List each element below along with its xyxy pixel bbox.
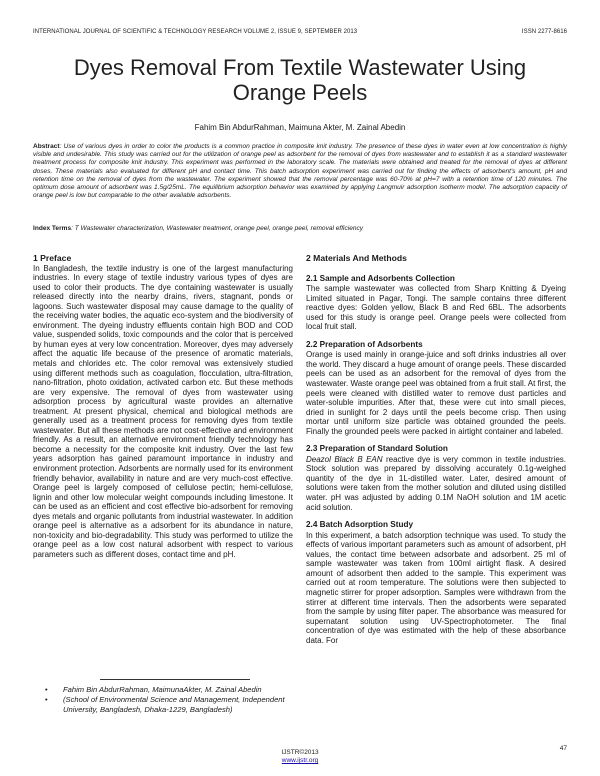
copyright-code: IJSTR©2013 (281, 749, 319, 756)
dye-name: Deazol Black B EAN (306, 454, 383, 464)
section-heading-preface: 1 Preface (33, 253, 72, 263)
right-column (306, 254, 566, 645)
footnote-item (45, 695, 285, 714)
index-terms (33, 225, 567, 233)
abstract-text: : Use of various dyes in order to color the products is a common practice in composite knit industry. The presence of these dyes in water even at low concentration is highly visible and undesirable. This study was carried out for the utilization of orange peel as adsorbent for the removal of dyes from wastewater and to establish it as a standard wastewater treatment process for composite knit industry. This experiment was performed in the laboratory scale. The materials were obtained and treated for the removal of dyes at different doses. These materials also evaluated for different pH and contact time. This batch adsorption experiment was carried out for finding the effects of adsorbent's amount, pH and retention time on the removal of dyes from the wastewater. The experiment showed that the removal percentage was 60-70% at pH=7 with a retention time of 120 minutes. The optimum dose amount of adsorbent was 1.5g/25mL. The equilibrium adsorption behavior was examined by applying Langmuir adsorption isotherm model. The adsorption capacity of orange peel is low but comparable to the other available adsorbents. (33, 143, 567, 200)
bullet-icon: • (45, 695, 48, 705)
page-number: 47 (559, 745, 567, 752)
footnote-text: Fahim Bin AbdurRahman, MaimunaAkter, M. Zainal Abedin (63, 685, 262, 694)
section-heading-materials: 2 Materials And Methods (306, 253, 407, 263)
subsection-heading-2-1: 2.1 Sample and Adsorbents Collection (306, 273, 455, 283)
subsection-text-2-3: reactive dye is very common in textile industries. Stock solution was prepared by dissolving accurately 0.1g-weighed quantity of the dye in 1L-distilled water. Later, desired amount of solutions were taken from the mother solution and diluted using distilled water. pH was adjusted by adding 0.1M NaOH solution and 1M acetic acid solution. (306, 454, 566, 512)
running-header (33, 29, 567, 35)
abstract-label: Abstract (33, 143, 60, 150)
page-footer (0, 749, 600, 765)
preface-paragraph: In Bangladesh, the textile industry is one of the largest manufacturing industries. In every stage of textile industry various types of dyes are used to color their products. The dye containing wastewater is usually released directly into the nearby drains, rivers, stagnant, ponds or lagoons. Such wastewater disposal may cause damage to the quality of the receiving water bodies, the aquatic eco-system and the biodiversity of environment. The dyeing industry effluents contain high BOD and COD value, suspended solids, toxic compounds and the color that is perceived by human eyes at very low concentration. Moreover, dyes may adversely affect the aquatic life because of the presence of aromatic materials, metals and chlorides etc. The color removal was extensively studied using different methods such as coagulation, flocculation, ultra-filtration, nano-filtration, photo oxidation, activated carbon etc. But these methods are very expensive. The removal of dyes from wastewater using adsorption process by agricultural waste provides an alternative treatment. At present physical, chemical and biological methods are generally used as a treatment process for removing dyes from textile wastewater. But all these methods are not cost-effective and environment friendly. As a result, an alternative environment friendly technology has become a necessity for the composite knit industry. Over the last few years adsorption has gained paramount importance in industry and environment protection. Adsorbents are normally used for its environment friendly behavior, availability in nature and are very much-cost effective. Orange peel is largely composed of cellulose pectin; hemi-cellulose, lignin and other low molecular weight compounds including limestone. It can be used as an efficient and cost effective bio-adsorbent for removing dyes metals and organic pollutants from industrial wastewater. In addition orange peel is alternative as a adsorbent for its abundance in nature, non-toxicity and bio-degradability. This study was performed to utilize the orange peel as a low cost natural adsorbent with respect to various parameters such as different doses, contact time and pH. (33, 263, 293, 559)
footnote-divider (100, 679, 250, 680)
paper-title: Dyes Removal From Textile Wastewater Using Orange Peels (73, 55, 527, 105)
subsection-paragraph-2-4: In this experiment, a batch adsorption technique was used. To study the effects of various important parameters such as amount of adsorbent, pH values, the contact time between adsorbate and adsorbent. 25 ml of sample wastewater was taken from 100ml airtight flask. A desired amount of adsorbent then added to the sample. This experiment was carried out at room temperature. The solutions were then subjected to magnetic stirrer for proper adsorption. Samples were withdrawn from the stirrer at different time intervals. Then the adsorbents were separated from the sample by using filter paper. The absorbance was measured for supernatant solution using UV-Spectrophotometer. The final concentration of dye was estimated with the help of these absorbance data. For (306, 530, 566, 645)
subsection-heading-2-3: 2.3 Preparation of Standard Solution (306, 444, 448, 454)
issn: ISSN 2277-8616 (521, 29, 567, 35)
index-terms-text: : T Wastewater characterization, Wastewater treatment, orange peel, orange peel, removal efficiency (71, 225, 364, 232)
author-footnotes (45, 685, 285, 715)
subsection-paragraph-2-1: The sample wastewater was collected from Sharp Knitting & Dyeing Limited situated in Pagar, Tongi. The sample contains three different reactive dyes: Golden yellow, Black B and Red 6BL. The adsorbents used for this study is orange peel. Orange peels were collected from local fruit stall. (306, 284, 566, 332)
footnote-item (45, 685, 285, 694)
author-list: Fahim Bin AbdurRahman, Maimuna Akter, M. Zainal Abedin (194, 123, 406, 132)
abstract (33, 143, 567, 200)
journal-url-link[interactable]: www.ijstr.org (281, 757, 319, 764)
left-column (33, 254, 293, 560)
subsection-heading-2-4: 2.4 Batch Adsorption Study (306, 520, 414, 530)
subsection-paragraph-2-3 (306, 455, 566, 512)
subsection-paragraph-2-2: Orange is used mainly in orange-juice and soft drinks industries all over the world. They discard a huge amount of orange peels. These discarded peels can be used as an adsorbent for the removal of dyes from the wastewater. Waste orange peel was obtained from a fruit stall. At first, the peels were cleaned with distilled water to remove dust particles and water-soluble impurities. After that, these were cut into small pieces, dried in sunlight for 2 days until the peels become crisp. Then using mortar until uniform size particle was obtained grounded the peels. Finally the grounded peels were packed in airtight container and labeled. (306, 350, 566, 436)
journal-name: INTERNATIONAL JOURNAL OF SCIENTIFIC & TECHNOLOGY RESEARCH VOLUME 2, ISSUE 9, SEPTEMBER 2013 (33, 29, 358, 35)
subsection-heading-2-2: 2.2 Preparation of Adsorbents (306, 339, 423, 349)
index-terms-label: Index Terms (33, 225, 72, 232)
bullet-icon: • (45, 685, 48, 694)
footnote-text: (School of Environmental Science and Management, Independent University, Bangladesh, Dhaka-1229, Bangladesh) (63, 695, 285, 714)
